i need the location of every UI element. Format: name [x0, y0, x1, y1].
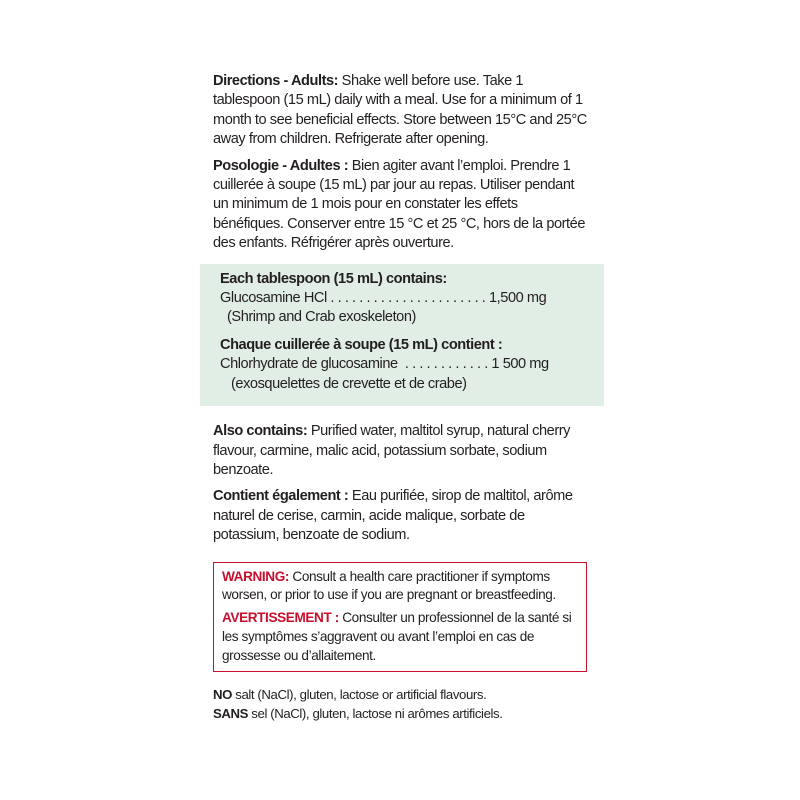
- contains-en-title: Each tablespoon (15 mL) contains:: [220, 270, 447, 287]
- free-en-title: NO: [213, 686, 232, 702]
- contains-en-ingredient-line: [220, 289, 591, 308]
- free-en-text: salt (NaCl), gluten, lactose or artificial flavours.: [231, 686, 487, 702]
- warning-fr-title: AVERTISSEMENT :: [222, 610, 339, 626]
- contains-en-ingredient: Glucosamine HCl: [220, 290, 327, 307]
- contains-fr-dots: . . . . . . . . . . . .: [397, 356, 492, 373]
- also-contains-en-text: Purified water, maltitol syrup, natural cherry flavour, carmine, malic acid, potassium sorbate, sodium benzoate.: [213, 423, 570, 478]
- product-label: [213, 72, 591, 724]
- contains-fr-ingredient-line: [220, 355, 591, 374]
- contains-fr: [220, 336, 591, 394]
- warning-box: [213, 562, 587, 672]
- free-fr-text: sel (NaCl), gluten, lactose ni arômes artificiels.: [248, 706, 503, 722]
- contains-fr-ingredient: Chlorhydrate de glucosamine: [220, 356, 398, 373]
- warning-en-title: WARNING:: [222, 568, 290, 584]
- warning-en: [222, 568, 577, 606]
- contains-en: [220, 270, 591, 328]
- directions-fr: [213, 157, 591, 254]
- ingredients-box: [200, 264, 604, 406]
- also-contains-fr: [213, 487, 591, 545]
- also-contains-en: [213, 422, 591, 480]
- contains-en-amount: 1,500 mg: [489, 290, 547, 307]
- free-from-statement: [213, 686, 591, 724]
- directions-fr-title: Posologie - Adultes :: [213, 157, 349, 174]
- also-contains-fr-text: Eau purifiée, sirop de maltitol, arôme naturel de cerise, carmin, acide malique, sorbate de potassium, benzoate de sodium.: [213, 488, 573, 544]
- warning-fr-text: Consulter un professionnel de la santé si les symptômes s’aggravent ou avant l’emploi en cas de grossesse ou d’allaitement.: [222, 610, 572, 663]
- contains-fr-title: Chaque cuillerée à soupe (15 mL) contient :: [220, 336, 503, 353]
- contains-fr-amount: 1 500 mg: [491, 356, 549, 373]
- directions-en-text: Shake well before use. Take 1 tablespoon (15 mL) daily with a meal. Use for a minimum of 1 month to see beneficial effects. Store between 15°C and 25°C away from children. Refrigerate after opening.: [213, 73, 587, 148]
- directions-en: [213, 72, 591, 150]
- contains-en-source: (Shrimp and Crab exoskeleton): [227, 309, 416, 326]
- directions-fr-text: Bien agiter avant l’emploi. Prendre 1 cuillerée à soupe (15 mL) par jour au repas. Utiliser pendant un minimum de 1 mois pour en constater les effets bénéfiques. Conserver entre 15 °C et 25 °C, hors de la portée des enfants. Réfrigérer après ouverture.: [213, 157, 585, 252]
- free-fr: [213, 705, 591, 724]
- free-fr-title: SANS: [213, 706, 249, 722]
- also-contains-fr-title: Contient également :: [213, 488, 349, 505]
- also-contains-en-title: Also contains:: [213, 423, 308, 440]
- contains-fr-source: (exosquelettes de crevette et de crabe): [231, 375, 467, 392]
- free-en: [213, 686, 591, 705]
- contains-en-dots: . . . . . . . . . . . . . . . . . . . . . .: [326, 290, 490, 307]
- directions-en-title: Directions - Adults:: [213, 73, 339, 89]
- warning-fr: [222, 609, 577, 665]
- warning-en-text: Consult a health care practitioner if symptoms worsen, or prior to use if you are pregnant or breastfeeding.: [222, 568, 556, 603]
